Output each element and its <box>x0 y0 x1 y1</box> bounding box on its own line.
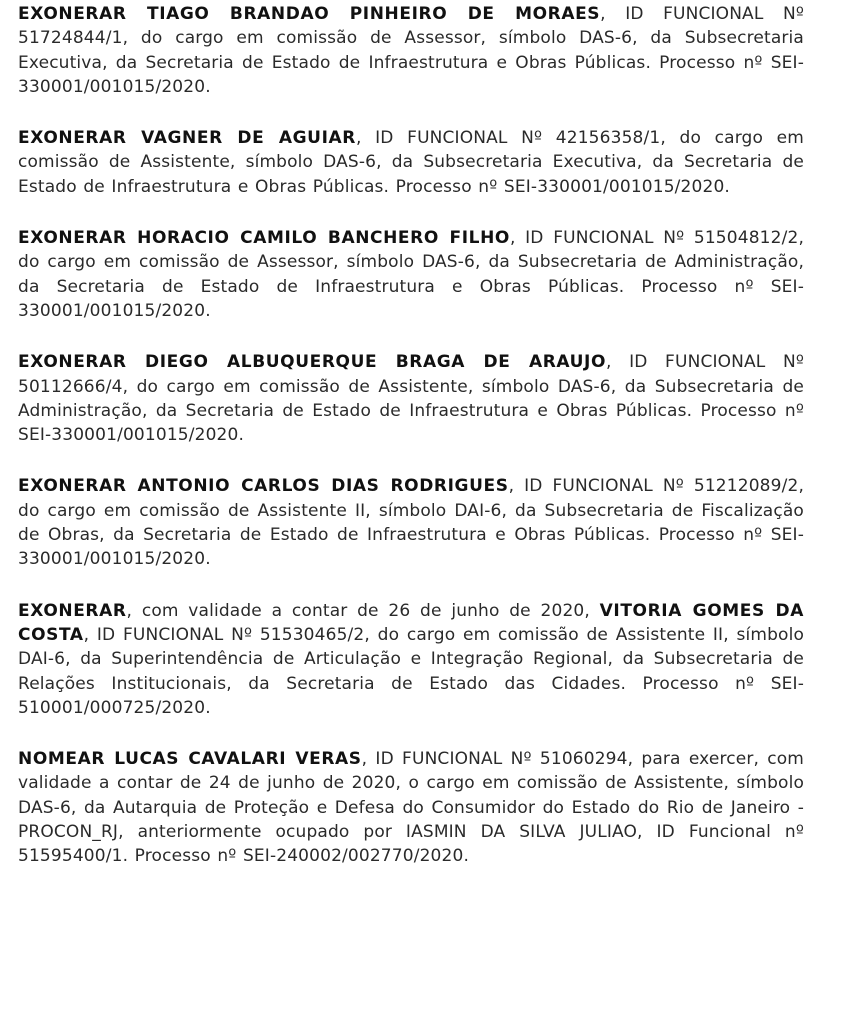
document-page <box>18 2 804 896</box>
act-entry-4 <box>18 350 804 447</box>
act-4-heading: EXONERAR DIEGO ALBUQUERQUE BRAGA DE ARAUJO <box>18 352 607 373</box>
act-3-heading: EXONERAR HORACIO CAMILO BANCHERO FILHO <box>18 228 510 249</box>
act-5-body: , ID FUNCIONAL Nº 51212089/2, do cargo em comissão de Assistente II, símbolo DAI-6, da Subsecretaria de Fiscalização de Obras, da Secretaria de Estado de Infraestrutura e Obras Públicas. Processo nº SEI-330001/001015/2020. <box>18 476 804 570</box>
act-1-heading: EXONERAR TIAGO BRANDAO PINHEIRO DE MORAES <box>18 4 601 24</box>
act-6-person-name: VITORIA GOMES DA COSTA <box>18 600 804 645</box>
act-6-validity: , com validade a contar de 26 de junho de 2020, <box>126 600 600 621</box>
act-4-body: , ID FUNCIONAL Nº 50112666/4, do cargo em comissão de Assistente, símbolo DAS-6, da Subsecretaria de Administração, da Secretaria de Estado de Infraestrutura e Obras Públicas. Processo nº SEI-330001/001015/2020. <box>18 352 804 446</box>
act-entry-7 <box>18 747 804 868</box>
act-6-body: , ID FUNCIONAL Nº 51530465/2, do cargo em comissão de Assistente II, símbolo DAI-6, da Superintendência de Articulação e Integração Regional, da Subsecretaria de Relações Institucionais, da Secretaria de Estado das Cidades. Processo nº SEI-510001/000725/2020. <box>18 624 804 718</box>
act-2-body: , ID FUNCIONAL Nº 42156358/1, do cargo em comissão de Assistente, símbolo DAS-6, da Subsecretaria Executiva, da Secretaria de Estado de Infraestrutura e Obras Públicas. Processo nº SEI-330001/001015/2020. <box>18 128 804 197</box>
act-entry-1 <box>18 2 804 99</box>
act-3-body: , ID FUNCIONAL Nº 51504812/2, do cargo em comissão de Assessor, símbolo DAS-6, da Subsecretaria de Administração, da Secretaria de Estado de Infraestrutura e Obras Públicas. Processo nº SEI-330001/001015/2020. <box>18 228 804 321</box>
act-1-body: , ID FUNCIONAL Nº 51724844/1, do cargo em comissão de Assessor, símbolo DAS-6, da Subsecretaria Executiva, da Secretaria de Estado de Infraestrutura e Obras Públicas. Processo nº SEI-330001/001015/2020. <box>18 4 804 97</box>
act-6-heading: EXONERAR <box>18 600 127 621</box>
act-entry-3 <box>18 226 804 323</box>
act-2-heading: EXONERAR VAGNER DE AGUIAR <box>18 128 356 149</box>
act-entry-5 <box>18 474 804 571</box>
act-5-heading: EXONERAR ANTONIO CARLOS DIAS RODRIGUES <box>18 476 509 497</box>
act-entry-2 <box>18 126 804 199</box>
act-7-heading: NOMEAR LUCAS CAVALARI VERAS <box>18 749 362 770</box>
act-entry-6 <box>18 599 804 720</box>
act-7-body: , ID FUNCIONAL Nº 51060294, para exercer, com validade a contar de 24 de junho de 2020, o cargo em comissão de Assistente, símbolo DAS-6, da Autarquia de Proteção e Defesa do Consumidor do Estado do Rio de Janeiro - PROCON_RJ, anteriormente ocupado por IASMIN DA SILVA JULIAO, ID Funcional nº 51595400/1. Processo nº SEI-240002/002770/2020. <box>18 749 804 867</box>
